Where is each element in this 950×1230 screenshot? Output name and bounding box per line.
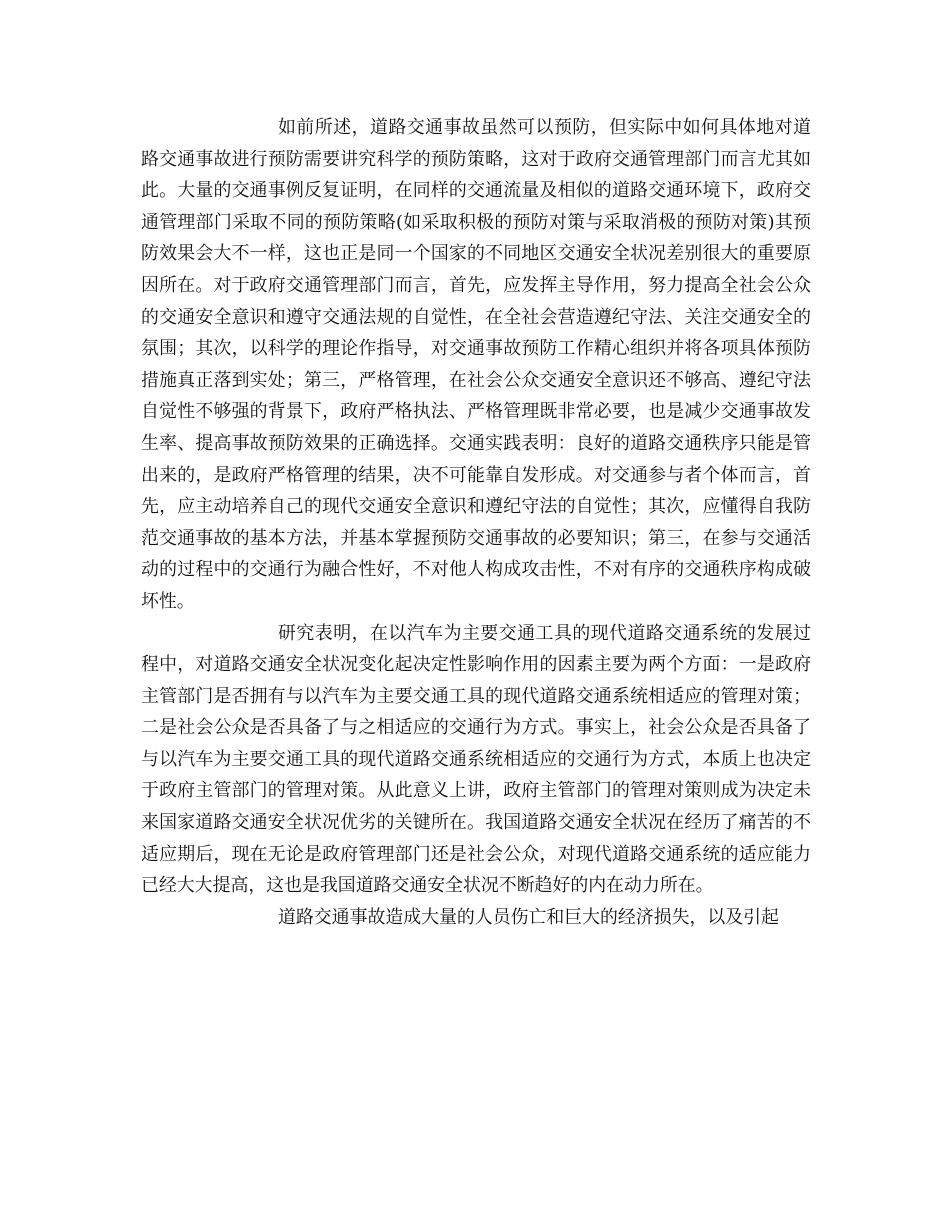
paragraph-prevention-strategy: 如前所述，道路交通事故虽然可以预防，但实际中如何具体地对道路交通事故进行预防需要讲究科学的预防策略，这对于政府交通管理部门而言尤其如此。大量的交通事例反复证明，在同样的交通流量及相似的道路交通环境下，政府交通管理部门采取不同的预防策略(如采取积极的预防对策与采取消极的预防对策)其预防效果会大不一样，这也正是同一个国家的不同地区交通安全状况差别很大的重要原因所在。对于政府交通管理部门而言，首先，应发挥主导作用，努力提高全社会公众的交通安全意识和遵守交通法规的自觉性，在全社会营造遵纪守法、关注交通安全的氛围；其次，以科学的理论作指导，对交通事故预防工作精心组织并将各项具体预防措施真正落到实处；第三，严格管理，在社会公众交通安全意识还不够高、遵纪守法自觉性不够强的背景下，政府严格执法、严格管理既非常必要，也是减少交通事故发生率、提高事故预防效果的正确选择。交通实践表明：良好的道路交通秩序只能是管出来的，是政府严格管理的结果，决不可能靠自发形成。对交通参与者个体而言，首先，应主动培养自己的现代交通安全意识和遵纪守法的自觉性；其次，应懂得自我防范交通事故的基本方法，并基本掌握预防交通事故的必要知识；第三，在参与交通活动的过程中的交通行为融合性好，不对他人构成攻击性，不对有序的交通秩序构成破坏性。 (141, 117, 811, 612)
document-body (141, 112, 811, 933)
paragraph-accident-losses: 道路交通事故造成大量的人员伤亡和巨大的经济损失，以及引起 (278, 906, 779, 928)
paragraph-research-findings: 研究表明，在以汽车为主要交通工具的现代道路交通系统的发展过程中，对道路交通安全状况变化起决定性影响作用的因素主要为两个方面：一是政府主管部门是否拥有与以汽车为主要交通工具的现代道路交通系统相适应的管理对策；二是社会公众是否具备了与之相适应的交通行为方式。事实上，社会公众是否具备了与以汽车为主要交通工具的现代道路交通系统相适应的交通行为方式，本质上也决定于政府主管部门的管理对策。从此意义上讲，政府主管部门的管理对策则成为决定未来国家道路交通安全状况优劣的关键所在。我国道路交通安全状况在经历了痛苦的不适应期后，现在无论是政府管理部门还是社会公众，对现代道路交通系统的适应能力已经大大提高，这也是我国道路交通安全状况不断趋好的内在动力所在。 (141, 622, 811, 897)
